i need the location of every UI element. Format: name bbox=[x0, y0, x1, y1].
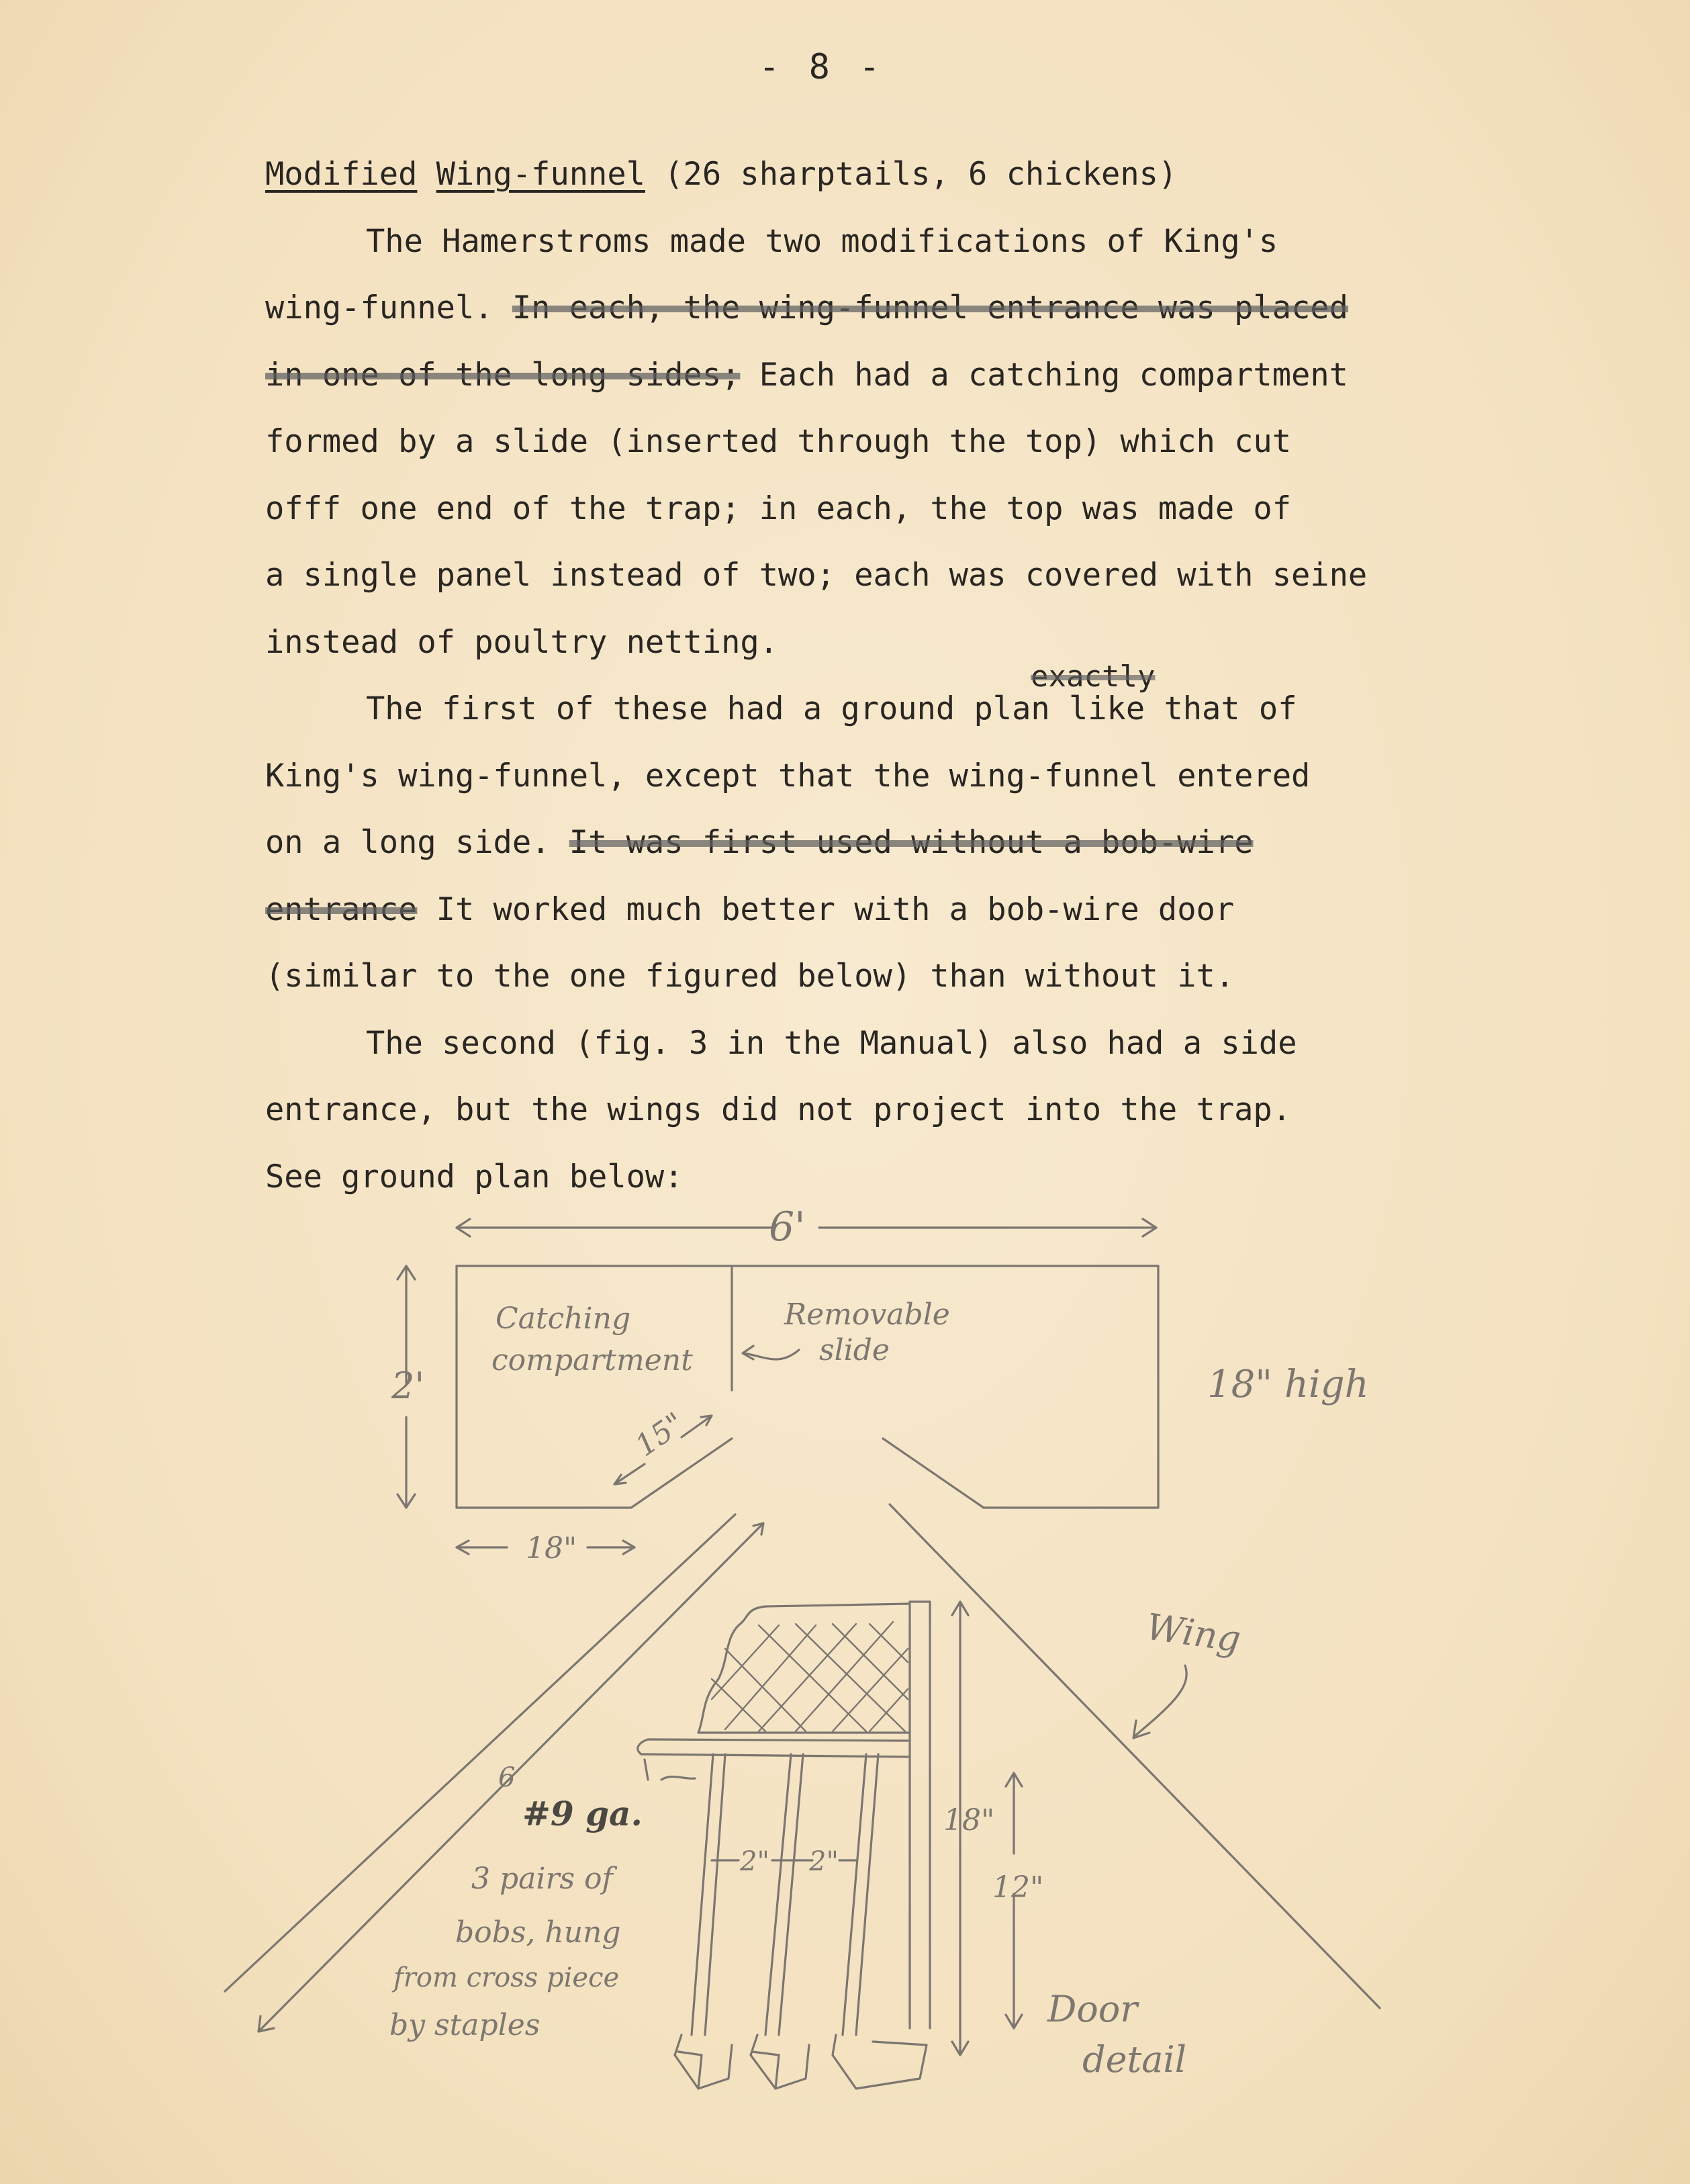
door-netting bbox=[712, 1622, 908, 1731]
p2-line5: (similar to the one figured below) than without it. bbox=[265, 958, 1235, 995]
p3-line1: The second (fig. 3 in the Manual) also had a side bbox=[366, 1024, 1297, 1062]
inserted-word-exactly: exactly bbox=[1031, 659, 1156, 694]
bob-wires bbox=[692, 1754, 878, 2035]
six-mark-label: 6 bbox=[498, 1762, 516, 1793]
p1-line3-text: Each had a catching compartment bbox=[740, 356, 1348, 394]
bob-height-label: 12" bbox=[992, 1870, 1044, 1905]
p1-line4: formed by a slide (inserted through the top) which cut bbox=[265, 423, 1292, 460]
wing-pointer-arrow bbox=[1133, 1666, 1186, 1738]
bobs-note-3: from cross piece bbox=[393, 1962, 620, 1993]
heading-word-modified: Modified bbox=[265, 156, 418, 193]
spacing-label-2: 2" bbox=[809, 1846, 839, 1877]
width-label: 6' bbox=[769, 1203, 806, 1250]
bobs-note-1: 3 pairs of bbox=[471, 1862, 613, 1896]
wing-label: Wing bbox=[1143, 1605, 1243, 1661]
p2-line3-text: on a long side. bbox=[265, 824, 569, 861]
heading-counts: (26 sharptails, 6 chickens) bbox=[664, 156, 1178, 193]
p2-line2: King's wing-funnel, except that the wing-funnel entered bbox=[265, 757, 1311, 794]
p2-line1-text: The first of these had a ground plan like that of bbox=[366, 690, 1297, 727]
slide-label-2: slide bbox=[819, 1333, 890, 1367]
depth-label: 2' bbox=[391, 1365, 425, 1407]
p2-line4-struck: entrance bbox=[265, 891, 418, 928]
p1-line2-text: wing-funnel. bbox=[265, 289, 512, 326]
bobs-note-2: bobs, hung bbox=[455, 1915, 621, 1950]
door-frame bbox=[638, 1602, 930, 2028]
p2-line4-text: It worked much better with a bob-wire door bbox=[417, 891, 1235, 928]
p1-line3-struck: in one of the long sides; bbox=[265, 356, 741, 394]
p1-line7: instead of poultry netting. bbox=[265, 623, 779, 661]
p3-line3: See ground plan below: bbox=[265, 1158, 684, 1195]
door-height-label: 18" bbox=[943, 1803, 995, 1837]
p1-line2-struck: In each, the wing-funnel entrance was placed bbox=[512, 289, 1348, 326]
spacing-label-1: 2" bbox=[740, 1846, 769, 1877]
bob-weights bbox=[675, 2035, 927, 2089]
heading-word-wing-funnel: Wing-funnel bbox=[436, 156, 645, 193]
p1-line5: offf one end of the trap; in each, the top was made of bbox=[265, 490, 1292, 527]
angle-label: 15" bbox=[629, 1406, 691, 1464]
end-label: 18" bbox=[526, 1531, 577, 1565]
bobs-note-4: by staples bbox=[389, 2008, 541, 2042]
p3-line2: entrance, but the wings did not project into the trap. bbox=[265, 1091, 1292, 1128]
door-detail-label-1: Door bbox=[1047, 1988, 1138, 2030]
p2-line3-struck: It was first used without a bob-wire bbox=[569, 824, 1254, 861]
page-number: - 8 - bbox=[759, 47, 884, 87]
p1-line1: The Hamerstroms made two modifications of King's bbox=[366, 222, 1278, 260]
gauge-label: #9 ga. bbox=[522, 1794, 643, 1833]
p1-line6: a single panel instead of two; each was covered with seine bbox=[265, 557, 1368, 594]
height-note: 18" high bbox=[1207, 1363, 1369, 1406]
catching-label-1: Catching bbox=[496, 1302, 631, 1336]
catching-label-2: compartment bbox=[491, 1343, 693, 1377]
door-detail-label-2: detail bbox=[1082, 2038, 1186, 2081]
slide-label-1: Removable bbox=[784, 1298, 950, 1332]
slide-pointer-arrow bbox=[743, 1346, 799, 1359]
width-arrow bbox=[457, 1219, 1156, 1236]
